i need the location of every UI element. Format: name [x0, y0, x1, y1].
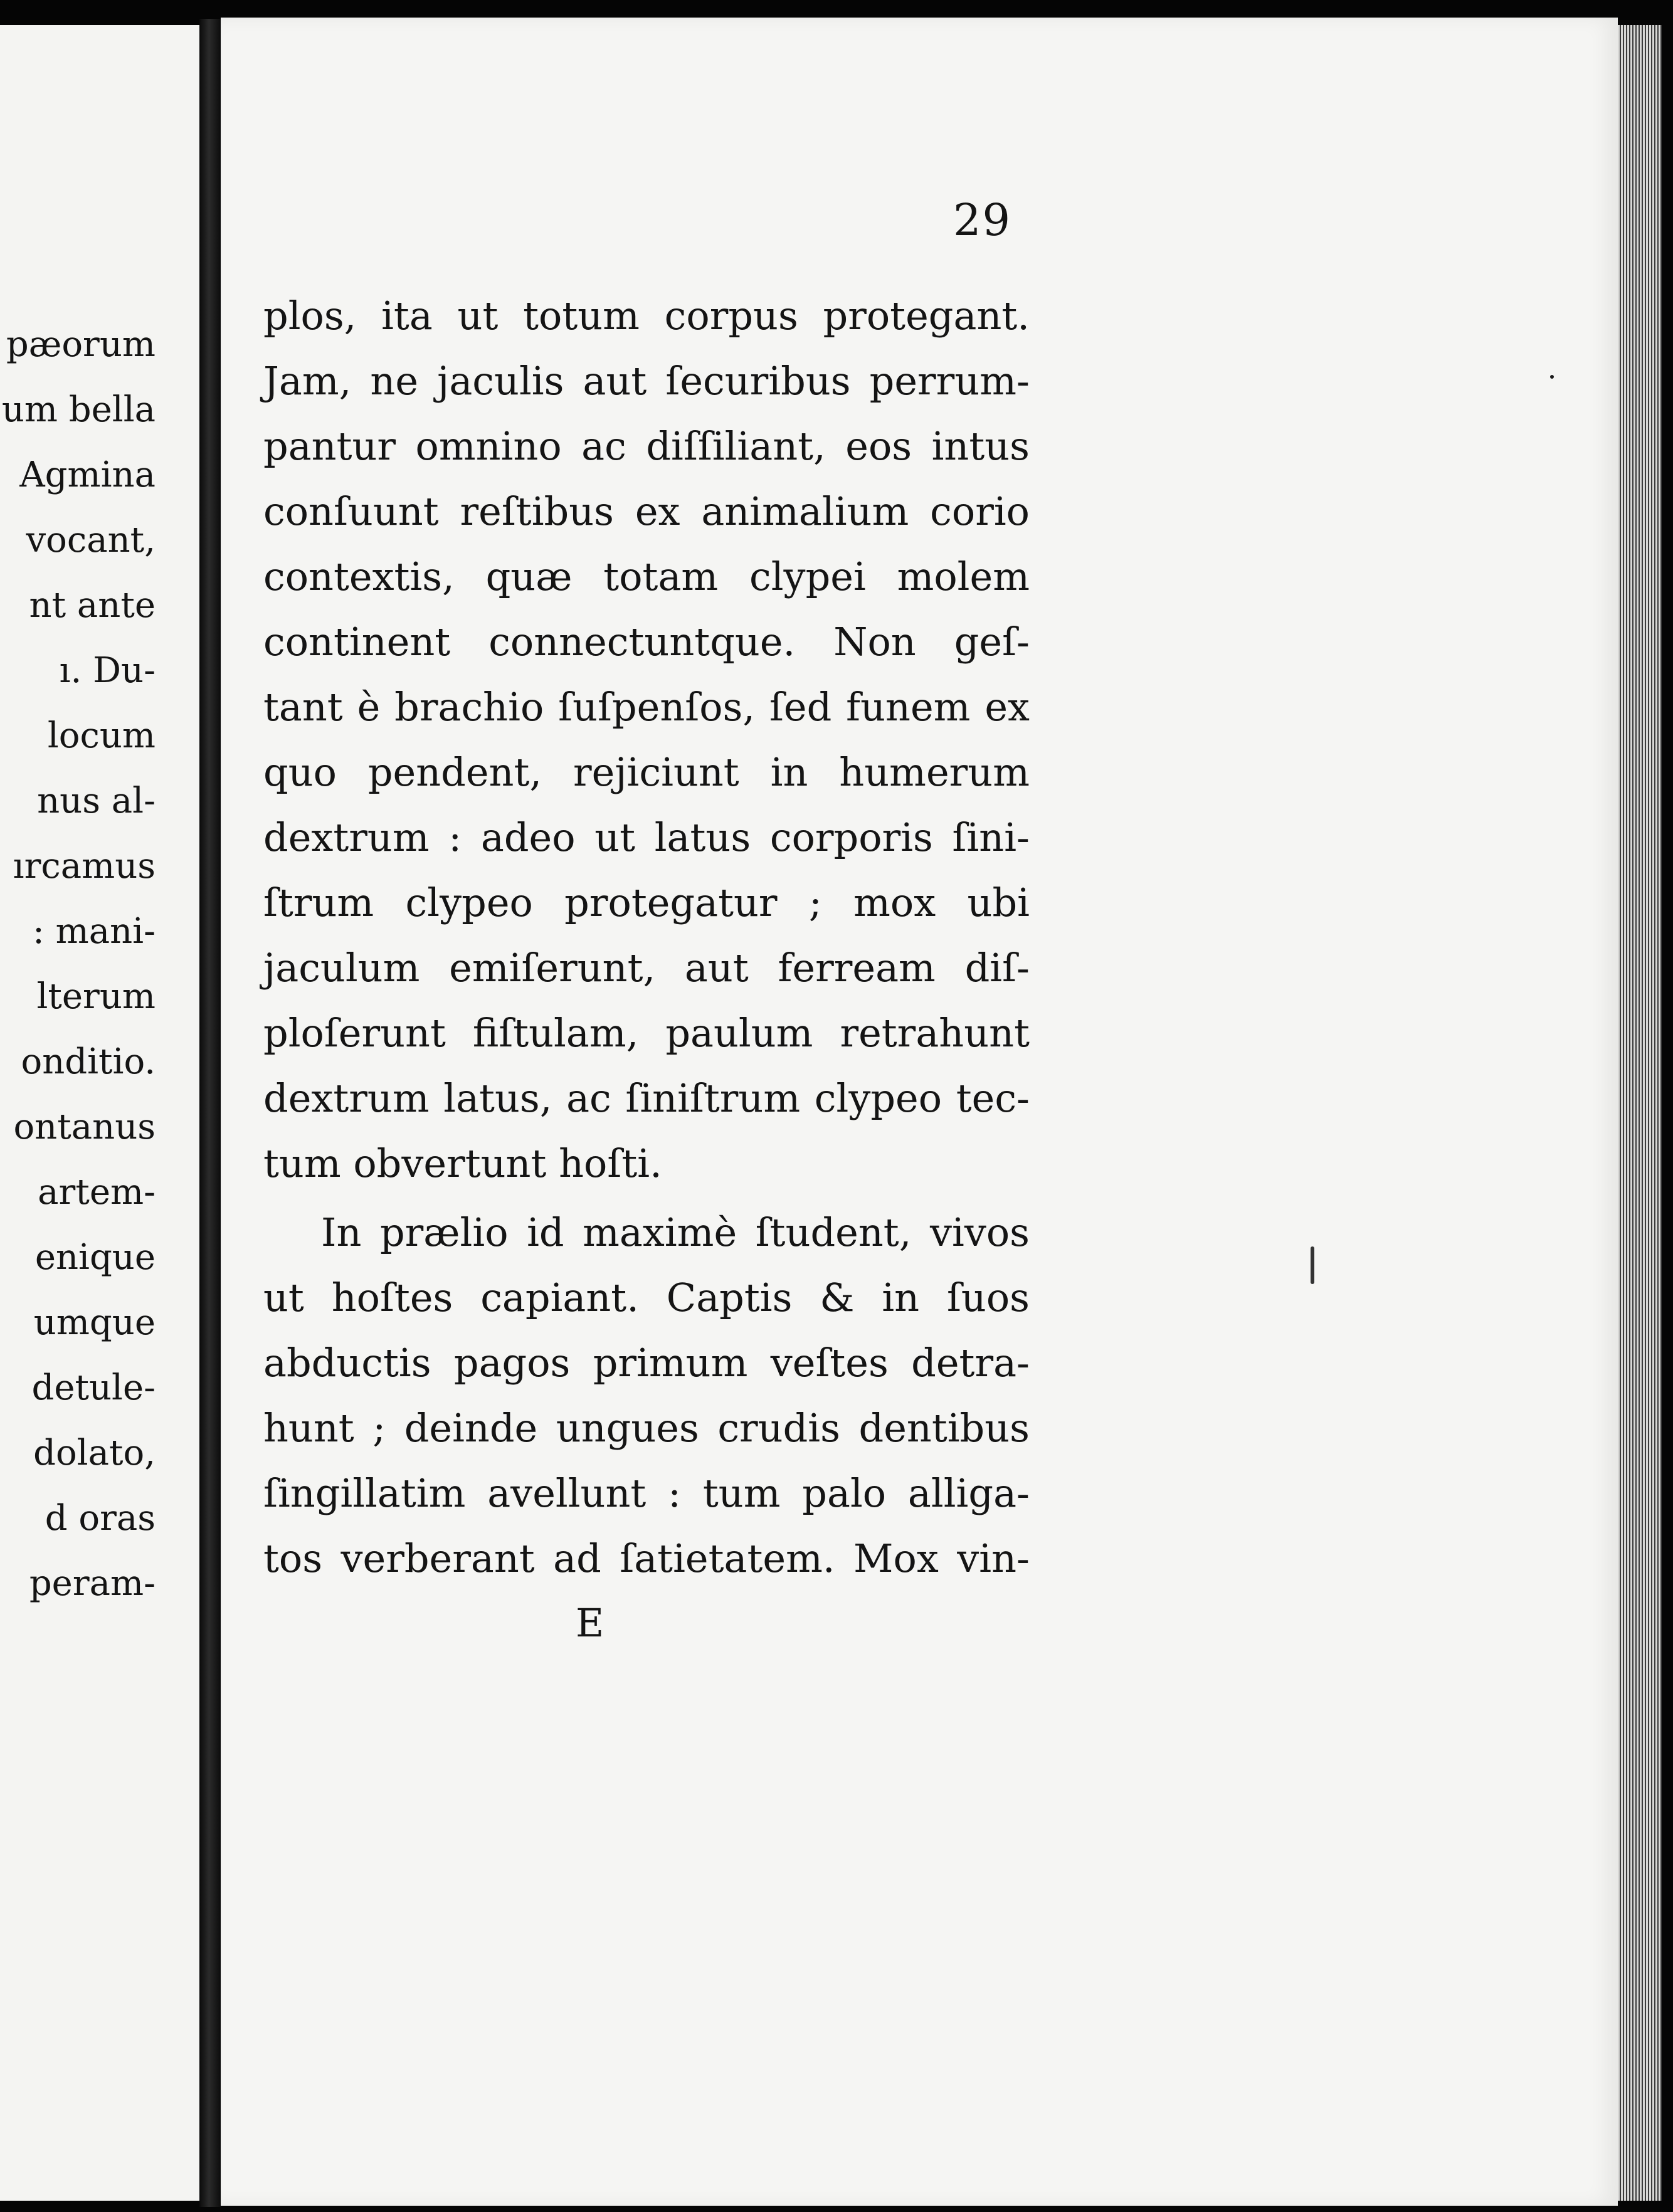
paragraph-2	[263, 1200, 1030, 1591]
text-line: Jam, ne jaculis aut ſecuribus perrum-	[263, 358, 1030, 404]
paper-speck	[1550, 375, 1554, 379]
left-page-line-fragment: ontanus	[13, 1107, 156, 1147]
left-page-line-fragment: nus al-	[37, 781, 156, 821]
text-line: tum obvertunt hoſti.	[263, 1140, 662, 1186]
left-page-line-fragment: enique	[34, 1237, 156, 1278]
page-number: 29	[953, 194, 1012, 246]
text-line: conſuunt reſtibus ex animalium corio	[263, 488, 1030, 534]
text-line: plos, ita ut totum corpus protegant.	[263, 293, 1030, 339]
text-line: hunt ; deinde ungues crudis dentibus	[263, 1405, 1030, 1451]
text-line: dextrum : adeo ut latus corporis ſini-	[263, 814, 1030, 860]
left-page-fragment	[0, 25, 199, 2201]
text-line: In prælio id maximè ſtudent, vivos	[321, 1209, 1030, 1255]
text-line: continent connectuntque. Non geſ-	[263, 619, 1030, 665]
text-line: tos verberant ad ſatietatem. Mox vin-	[263, 1535, 1030, 1581]
left-page-line-fragment: umque	[33, 1302, 156, 1343]
left-page-line-fragment: lterum	[36, 976, 156, 1017]
left-page-line-fragment: locum	[47, 715, 156, 756]
text-line: tant è brachio ſuſpenſos, ſed funem ex	[263, 684, 1030, 730]
text-line: quo pendent, rejiciunt in humerum	[263, 749, 1030, 795]
text-line: ut hoſtes capiant. Captis & in ſuos	[263, 1275, 1030, 1320]
text-line: pantur omnino ac diſſiliant, eos intus	[263, 423, 1030, 469]
left-page-line-fragment: vocant,	[26, 520, 156, 561]
paragraph-1	[263, 283, 1030, 1196]
text-line: ſtrum clypeo protegatur ; mox ubi	[263, 880, 1030, 925]
text-line: jaculum emiſerunt, aut ferream diſ-	[263, 945, 1030, 991]
left-page-line-fragment: d oras	[45, 1498, 156, 1539]
text-line: ploſerunt fiſtulam, paulum retrahunt	[263, 1010, 1030, 1056]
left-page-line-fragment: pæorum	[6, 324, 156, 365]
left-page-line-fragment: nt ante	[29, 585, 156, 626]
body-text	[263, 283, 1030, 1591]
page-edges	[1618, 25, 1662, 2201]
text-line: ſingillatim avellunt : tum palo alliga-	[263, 1470, 1030, 1516]
left-page-line-fragment: ı. Du-	[59, 650, 156, 691]
left-page-line-fragment: artem-	[38, 1172, 156, 1213]
left-page-line-fragment: detule-	[31, 1367, 156, 1408]
left-page-line-fragment: ırcamus	[13, 846, 156, 887]
text-line: abductis pagos primum veſtes detra-	[263, 1340, 1030, 1386]
left-page-line-fragment: dolato,	[33, 1433, 156, 1473]
left-page-line-fragment: Agmina	[19, 455, 156, 495]
left-page-line-fragment: : mani-	[32, 911, 156, 952]
text-line: contextis, quæ totam clypei molem	[263, 554, 1030, 599]
signature-mark: E	[576, 1600, 604, 1646]
text-line: dextrum latus, ac ſiniſtrum clypeo tec-	[263, 1075, 1030, 1121]
paper-mark	[1311, 1246, 1314, 1284]
left-page-line-fragment: peram-	[29, 1563, 156, 1604]
book-gutter	[199, 19, 221, 2207]
left-page-line-fragment: onditio.	[21, 1041, 156, 1082]
left-page-line-fragment: um bella	[1, 389, 156, 430]
